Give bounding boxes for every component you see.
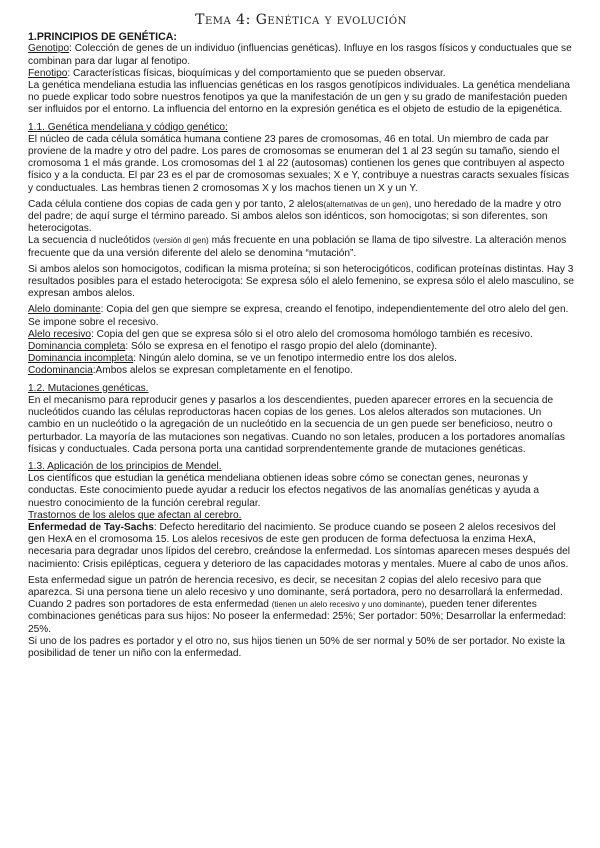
section-1-heading: 1.PRINCIPIOS DE GENÉTICA: xyxy=(28,31,177,44)
section-1-2-paragraph: En el mecanismo para reproducir genes y pasarlos a los descendientes, pueden aparecer errores en la secuencia de nucleótidos cuando las células reproductoras hacen copias de los genes. Los alelos alterados son mutaciones. Un cambio en un nucleótido o la agregación de un nucleótido en la secuencia de un gen puede ser beneficioso, neutro o perturbador. La mayoría de las mutaciones son negativas. Cuando no son letales, producen a los portadores anomalías físicas y conductuales. Cada persona porta una cantidad sorprendentemente grande de mutaciones genéticas. xyxy=(28,394,565,455)
fenotipo-term: Fenotipo xyxy=(28,67,68,79)
tay-sachs-term: Enfermedad de Tay-Sachs xyxy=(28,521,154,533)
tay-sachs-definition: Enfermedad de Tay-Sachs: Defecto hereditario del nacimiento. Se produce cuando se poseen 2 alelos recesivos del gen HexA en el cromosoma 15. Los alelos recesivos de este gen producen de forma defectuosa la enzima HexA, necesaria para degradar unos lípidos del cerebro, creándose la enfermedad. Los síntomas aparecen meses después del nacimiento: Crisis epilépticas, ceguera y deterioro de las capacidades motoras y mentales. Muere al cabo de unos años. xyxy=(28,521,571,570)
section-1-1-paragraph-1: El núcleo de cada célula somática humana contiene 23 pares de cromosomas, 46 en total. Un miembro de cada par proviene de la madre y otro del padre. Los pares de cromosomas se enumeran del 1 al 23 según su tamaño, siendo el cromosoma 1 el más grande. Los cromosomas del 1 al 22 (autosomas) contienen los genes que contribuyen al aspecto físico y a la conducta. El par 23 es el par de cromosomas sexuales; X e Y, contribuye a nuestras caracts sexuales físicas y conductuales. Las hembras tienen 2 cromosomas X y los machos tienen un X y un Y. xyxy=(28,133,570,194)
alelo-recesivo-term: Alelo recesivo xyxy=(28,328,92,340)
portadores-note: (tienen un alelo recesivo y uno dominante) xyxy=(271,600,425,610)
dominancia-incompleta-term: Dominancia incompleta xyxy=(28,353,134,365)
section-1-1-paragraph-3: La secuencia d nucleótidos (versión dl gen) más frecuente en una población se llama de tipo silvestre. La alteración menos frecuente que da una versión diferente del alelo se denomina “mutación”. xyxy=(28,235,567,259)
genotipo-definition: Genotipo: Colección de genes de un individuo (influencias genéticas). Influye en los rasgos físicos y conductuales que se combinan para dar lugar al fenotipo. xyxy=(28,43,572,67)
fenotipo-definition: Fenotipo: Características físicas, bioquímicas y del comportamiento que se pueden observar. xyxy=(28,67,446,79)
section-1-3-paragraph-2: Esta enfermedad sigue un patrón de herencia recesivo, es decir, se necesitan 2 copias del alelo recesivo para que aparezca. Si una persona tiene un alelo recesivo y uno dominante, será portadora, pero no desarrollará la enfermedad. Cuando 2 padres son portadores de esta enfermedad (tienen un alelo recesivo y uno dominante), pueden tener diferentes combinaciones genéticas para sus hijos: No poseer la enfermedad: 25%; Ser portador: 50%; Desarrollar la enfermedad: 25%. xyxy=(28,574,567,635)
dominancia-completa-term: Dominancia completa xyxy=(28,341,126,353)
section-1-3-subheading: Trastornos de los alelos que afectan al cerebro. xyxy=(28,509,242,521)
section-1-3-paragraph-1: Los científicos que estudian la genética mendeliana obtienen ideas sobre cómo se conectan genes, neuronas y conductas. Este conocimiento puede ayudar a reducir los efectos negativos de las anomalías genéticas y ayuda a nuestro conocimiento de la función cerebral regular. xyxy=(28,473,540,509)
nucleotidos-note: (versión dl gen) xyxy=(152,236,209,246)
dominancia-completa-definition: Dominancia completa: Sólo se expresa en el fenotipo el rasgo propio del alelo (dominante). xyxy=(28,341,438,353)
dominancia-incompleta-definition: Dominancia incompleta: Ningún alelo domina, se ve un fenotipo intermedio entre los dos alelos. xyxy=(28,353,457,365)
section-1-3-paragraph-3: Si uno de los padres es portador y el otro no, sus hijos tienen un 50% de ser normal y 50% de ser portador. No existe la posibilidad de tener un niño con la enfermedad. xyxy=(28,635,565,659)
section-1-1-paragraph-2: Cada célula contiene dos copias de cada gen y por tanto, 2 alelos(alternativas de un gen), uno heredado de la madre y otro del padre; de aquí surge el término pareado. Si ambos alelos son idénticos, son homocigotas; si son diferentes, son heterocigotas. xyxy=(28,198,562,235)
alelos-note: (alternativas de un gen) xyxy=(323,199,409,209)
section-1-1-heading: 1.1. Genética mendeliana y código genético: xyxy=(28,121,228,133)
page-title: Tema 4: Genética y evolución xyxy=(195,12,407,28)
codominancia-definition: Codominancia:Ambos alelos se expresan completamente en el fenotipo. xyxy=(28,365,353,377)
alelo-dominante-definition: Alelo dominante: Copia del gen que siempre se expresa, creando el fenotipo, independientemente del otro alelo del gen. Se impone sobre el recesivo. xyxy=(28,304,569,328)
section-1-1-paragraph-4: Si ambos alelos son homocigotos, codifican la misma proteína; si son heterocigóticos, codifican proteínas distintas. Hay 3 resultados posibles para el estado heterocigota: Se expresa sólo el alelo femenino, se expresa sólo el alelo masculino, se expresan ambos alelos. xyxy=(28,263,574,300)
codominancia-term: Codominancia xyxy=(28,365,93,377)
section-1-intro: La genética mendeliana estudia las influencias genéticas en los rasgos genotípicos individuales. La genética mendeliana no puede explicar todo sobre nuestros fenotipos ya que la manifestación de un gen y su grado de manifestación pueden ser influidos por el entorno. La influencia del entorno en la expresión genética es el objeto de estudio de la epigenética. xyxy=(28,80,571,116)
section-1-2-heading: 1.2. Mutaciones genéticas. xyxy=(28,382,149,394)
section-1-3-heading: 1.3. Aplicación de los principios de Mendel. xyxy=(28,460,222,472)
alelo-recesivo-definition: Alelo recesivo: Copia del gen que se expresa sólo si el otro alelo del cromosoma homólogo también es recesivo. xyxy=(28,328,533,340)
genotipo-term: Genotipo xyxy=(28,43,70,55)
alelo-dominante-term: Alelo dominante xyxy=(28,304,101,316)
